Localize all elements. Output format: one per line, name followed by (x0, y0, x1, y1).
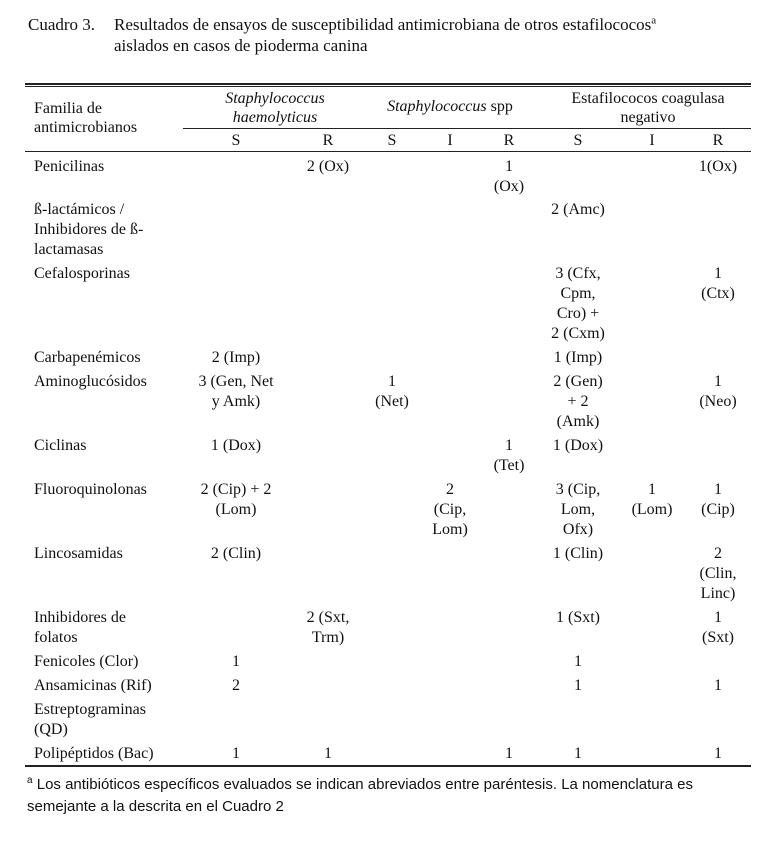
table-cell: 3 (Cip, Lom, Ofx) (555, 481, 601, 538)
family-column-header: Familia de antimicrobianos (34, 100, 138, 136)
table-cell: 1 (Sxt) (556, 609, 600, 626)
caption-superscript: a (651, 14, 657, 27)
group-header-rule (183, 128, 751, 129)
table-cell: 1 (Neo) (699, 373, 737, 410)
row-label: Fluoroquinolonas (34, 481, 147, 498)
table-cell: 1 (324, 745, 332, 762)
row-label: Carbapenémicos (34, 349, 141, 366)
table-cell: 1 (Tet) (493, 437, 525, 474)
table-cell: 1 (Dox) (210, 437, 262, 454)
table-cell: 1 (574, 745, 582, 762)
table-cell: 3 (Gen, Net y Amk) (198, 373, 274, 410)
table-footnote (27, 774, 752, 818)
table-cell: 1 (Dox) (552, 437, 604, 454)
table-bottom-rule (25, 765, 751, 767)
table-cell: 2 (Ox) (306, 158, 350, 175)
group-header-coagulasa-negativo: Estafilococos coagulasa negativo (571, 90, 725, 126)
table-cell: 1 (Cip) (701, 481, 735, 518)
sub-header-i: I (649, 132, 655, 149)
sub-header-s: S (387, 132, 397, 149)
table-cell: 2 (Gen) + 2 (Amk) (553, 373, 603, 430)
row-label: Polipéptidos (Bac) (34, 745, 154, 762)
table-cell: 2 (232, 677, 240, 694)
row-label: Inhibidores de folatos (34, 609, 126, 646)
footnote-text: Los antibióticos específicos evaluados se indican abreviados entre paréntesis. La nomenclatura es semejante a la descrita en el Cuadro 2 (27, 776, 693, 815)
table-top-rule (25, 83, 751, 85)
table-cell: 1 (Imp) (553, 349, 603, 366)
table-cell: 1 (232, 653, 240, 670)
caption-title-line2: aislados en casos de pioderma canina (114, 36, 368, 55)
table-top-rule-inner (25, 86, 751, 87)
row-label: Lincosamidas (34, 545, 123, 562)
table-cell: 1 (Lom) (631, 481, 673, 518)
table-cell: 1 (714, 677, 722, 694)
row-label: Ansamicinas (Rif) (34, 677, 152, 694)
table-cell: 2 (Cip, Lom) (432, 481, 468, 538)
row-label: Penicilinas (34, 158, 105, 175)
row-label: Ciclinas (34, 437, 87, 454)
sub-header-s: S (573, 132, 583, 149)
row-label: ß-lactámicos / Inhibidores de ß- lactamasas (34, 201, 144, 258)
table-cell: 1 (574, 653, 582, 670)
table-cell: 2 (Imp) (211, 349, 261, 366)
sub-header-s: S (231, 132, 241, 149)
row-label: Fenicoles (Clor) (34, 653, 139, 670)
footnote-superscript: a (27, 775, 33, 786)
table-cell: 2 (Sxt, Trm) (306, 609, 350, 646)
row-label: Aminoglucósidos (34, 373, 147, 390)
table-cell: 1 (574, 677, 582, 694)
table-cell: 1 (Ctx) (701, 265, 735, 302)
table-cell: 1 (232, 745, 240, 762)
table-cell: 2 (Amc) (551, 201, 605, 218)
sub-header-r: R (503, 132, 515, 149)
table-cell: 3 (Cfx, Cpm, Cro) + 2 (Cxm) (551, 265, 605, 342)
sub-header-r: R (712, 132, 724, 149)
group-header-spp: Staphylococcus spp (387, 98, 513, 115)
group-header-haemolyticus: Staphylococcus haemolyticus (225, 90, 325, 126)
table-cell: 1 (Net) (375, 373, 409, 410)
table-cell: 2 (Clin, Linc) (699, 545, 737, 602)
table-cell: 1(Ox) (698, 158, 738, 175)
table-cell: 1 (Sxt) (702, 609, 734, 646)
table-caption (28, 14, 656, 56)
table-cell: 2 (Cip) + 2 (Lom) (200, 481, 272, 518)
sub-header-r: R (322, 132, 334, 149)
sub-header-i: I (447, 132, 453, 149)
row-label: Estreptograminas (QD) (34, 701, 146, 738)
header-bottom-rule (25, 151, 751, 152)
table-cell: 1 (714, 745, 722, 762)
row-label: Cefalosporinas (34, 265, 130, 282)
table-cell: 1 (505, 745, 513, 762)
caption-number: Cuadro 3. (28, 15, 96, 34)
table-cell: 1 (Ox) (493, 158, 525, 195)
table-cell: 1 (Clin) (552, 545, 604, 562)
caption-title-line1: Resultados de ensayos de susceptibilidad antimicrobiana de otros estafilococos (114, 15, 652, 34)
table-cell: 2 (Clin) (210, 545, 262, 562)
